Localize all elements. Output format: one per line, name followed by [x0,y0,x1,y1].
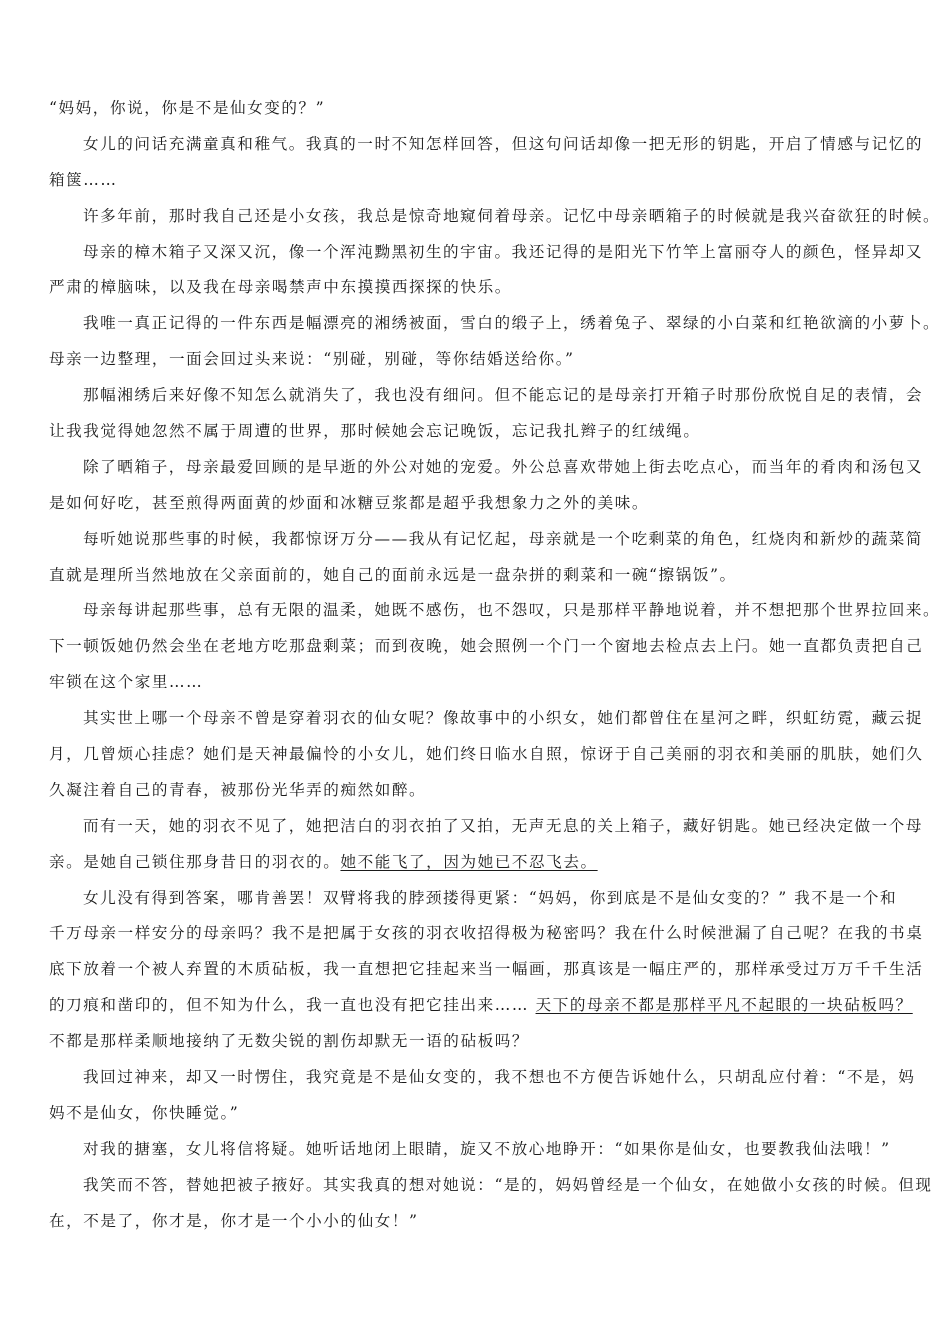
text-line [49,1173,933,1209]
text-line [49,850,905,886]
line-text: 我回过神来，却又一时愣住，我究竟是不是仙女变的，我不想也不方便告诉她什么，只胡乱应付着：“不是，妈 [83,1068,916,1087]
text-line [49,1137,905,1173]
line-text: 而有一天，她的羽衣不见了，她把洁白的羽衣拍了又拍，无声无息的关上箱子，藏好钥匙。她已经决定做一个母 [83,816,924,835]
text-line [49,814,924,850]
text-line [49,742,924,778]
text-line [49,778,905,814]
article-body [49,96,941,1245]
text-line [49,311,941,347]
line-text: 除了晒箱子，母亲最爱回顾的是早逝的外公对她的宠爱。外公总喜欢带她上街去吃点心，而当年的肴肉和汤包又 [83,457,924,476]
text-line [49,383,924,419]
line-text: 月，几曾烦心挂虑？她们是天神最偏怜的小女儿，她们终日临水自照，惊讶于自己美丽的羽衣和美丽的肌肤，她们久 [49,745,924,764]
text-line [49,670,905,706]
text-line [49,455,924,491]
line-text: 母亲每讲起那些事，总有无限的温柔，她既不感伤，也不怨叹，只是那样平静地说着，并不想把那个世界拉回来。 [83,601,941,620]
text-line [49,96,905,132]
line-text: 箱箧…… [49,170,118,189]
line-text: 让我我觉得她忽然不属于周遭的世界，那时候她会忘记晚饭，忘记我扎辫子的红绒绳。 [49,422,701,441]
underlined-sentence: 天下的母亲不都是那样平凡不起眼的一块砧板吗？ [535,996,913,1015]
line-text: 千万母亲一样安分的母亲吗？我不是把属于女孩的羽衣收招得极为秘密吗？我在什么时候泄漏了自己呢？在我的书桌 [49,924,924,943]
text-line [49,527,924,563]
line-text: 那幅湘绣后来好像不知怎么就消失了，我也没有细问。但不能忘记的是母亲打开箱子时那份欣悦自足的表情，会 [83,386,924,405]
line-text: 直就是理所当然地放在父亲面前的，她自己的面前永远是一盘杂拼的剩菜和一碗“擦锅饭”。 [49,565,737,584]
line-text: 亲。是她自己锁住那身昔日的羽衣的。 [49,852,341,871]
text-line [49,168,905,204]
text-line [49,1101,905,1137]
line-text: 是如何好吃，甚至煎得两面黄的炒面和冰糖豆浆都是超乎我想象力之外的美味。 [49,493,650,512]
text-line [49,491,905,527]
text-line [49,563,905,599]
line-text: 严肃的樟脑味，以及我在母亲喝禁声中东摸摸西探探的快乐。 [49,278,512,297]
text-line [49,240,924,276]
line-text: 女儿的问话充满童真和稚气。我真的一时不知怎样回答，但这句问话却像一把无形的钥匙，开启了情感与记忆的 [83,134,924,153]
line-text: 母亲的樟木箱子又深又沉，像一个浑沌黝黑初生的宇宙。我还记得的是阳光下竹竿上富丽夺人的颜色，怪异却又 [83,242,924,261]
text-line [49,706,924,742]
line-text: 牢锁在这个家里…… [49,673,204,692]
text-line [49,886,905,922]
text-line [49,204,941,240]
text-line [49,419,905,455]
text-line [49,132,924,168]
line-text: 下一顿饭她仍然会坐在老地方吃那盘剩菜；而到夜晚，她会照例一个门一个窗地去检点去上闩。她一直都负责把自己 [49,637,924,656]
line-text: 不都是那样柔顺地接纳了无数尖锐的割伤却默无一语的砧板吗？ [49,1032,530,1051]
line-text: 其实世上哪一个母亲不曾是穿着羽衣的仙女呢？像故事中的小织女，她们都曾住在星河之畔，织虹纺霓，藏云捉 [83,709,924,728]
line-text: 对我的搪塞，女儿将信将疑。她听话地闭上眼睛，旋又不放心地睁开：“如果你是仙女，也要教我仙法哦！” [83,1139,891,1158]
line-text: 妈不是仙女，你快睡觉。” [49,1103,240,1122]
line-text: “妈妈，你说，你是不是仙女变的？” [49,99,326,117]
line-text: 底下放着一个被人弃置的木质砧板，我一直想把它挂起来当一幅画，那真该是一幅庄严的，那样承受过万万千千生活 [49,960,924,979]
line-text: 我笑而不答，替她把被子掖好。其实我真的想对她说：“是的，妈妈曾经是一个仙女，在她做小女孩的时候。但现 [83,1175,933,1194]
text-line [49,1209,905,1245]
text-line [49,993,913,1029]
text-line [49,921,924,957]
line-text: 久凝注着自己的青春，被那份光华弄的痴然如醉。 [49,780,427,799]
line-text: 母亲一边整理，一面会回过头来说：“别碰，别碰，等你结婚送给你。” [49,350,575,369]
text-line [49,1029,905,1065]
text-line [49,957,924,993]
line-text: 我唯一真正记得的一件东西是幅漂亮的湘绣被面，雪白的缎子上，绣着兔子、翠绿的小白菜和红艳欲滴的小萝卜。 [83,314,941,333]
line-text: 的刀痕和凿印的，但不知为什么，我一直也没有把它挂出来…… [49,996,536,1015]
text-line [49,275,905,311]
line-text: 每听她说那些事的时候，我都惊讶万分——我从有记忆起，母亲就是一个吃剩菜的角色，红烧肉和新炒的蔬菜简 [83,529,924,548]
text-line [49,347,905,383]
underlined-sentence: 她不能飞了，因为她已不忍飞去。 [340,852,598,871]
text-line [49,1065,916,1101]
line-text: 许多年前，那时我自己还是小女孩，我总是惊奇地窥伺着母亲。记忆中母亲晒箱子的时候就是我兴奋欲狂的时候。 [83,206,941,225]
line-text: 在，不是了，你才是，你才是一个小小的仙女！” [49,1211,419,1230]
line-text: 女儿没有得到答案，哪肯善罢！双臂将我的脖颈搂得更紧：“妈妈，你到底是不是仙女变的？” 我不是一个和 [83,888,898,907]
text-line [49,634,924,670]
text-line [49,598,941,634]
